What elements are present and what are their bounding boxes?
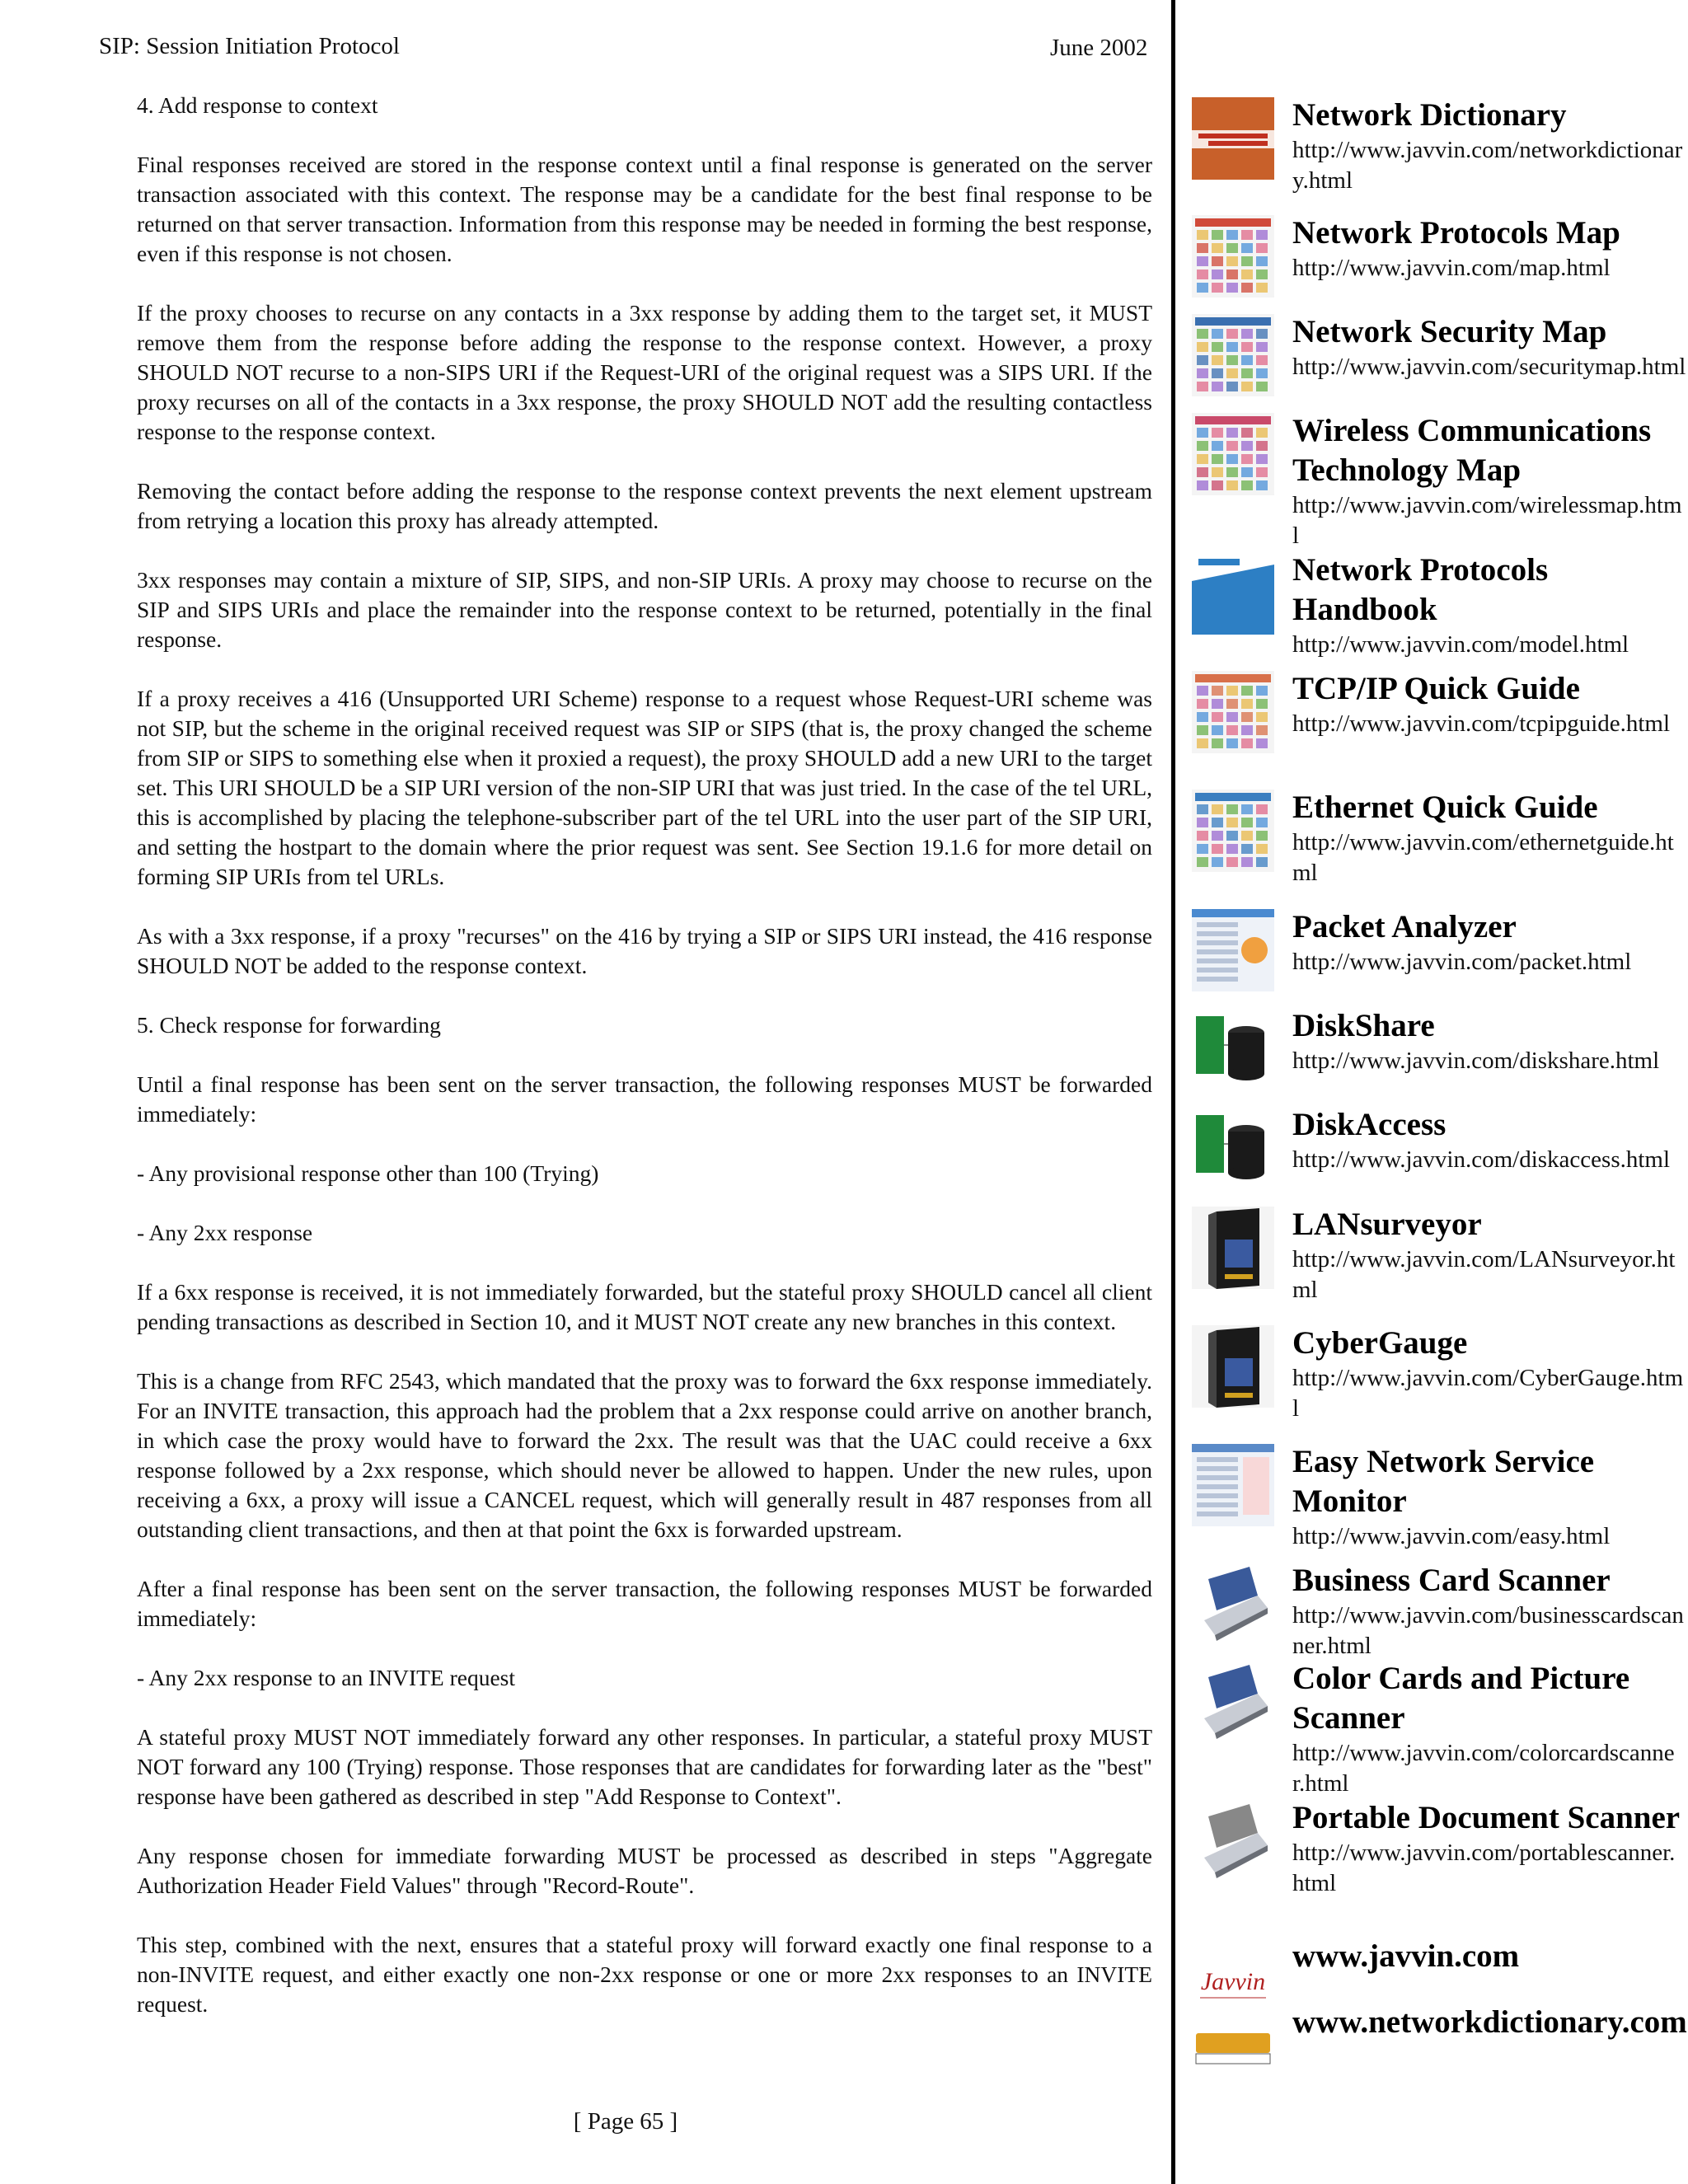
ad-text	[1292, 788, 1686, 888]
diskaccess-icon[interactable]	[1192, 1107, 1274, 1189]
ad-url-link[interactable]: http://www.javvin.com/wirelessmap.html	[1292, 492, 1682, 549]
paragraph: After a final response has been sent on the server transaction, the following responses MUST be forwarded immediately:	[137, 1576, 1152, 1631]
paragraph: As with a 3xx response, if a proxy "recurses" on the 416 by trying a SIP or SIPS URI instead, the 416 response SHOULD NOT be added to the response context.	[137, 923, 1152, 978]
network-dictionary-book-icon[interactable]	[1192, 97, 1274, 180]
ad-url-link[interactable]: http://www.javvin.com/diskaccess.html	[1292, 1146, 1671, 1173]
ad-title-link[interactable]: DiskShare	[1292, 1008, 1435, 1043]
ad-text	[1292, 2003, 1686, 2042]
paragraph: This step, combined with the next, ensures that a stateful proxy will forward exactly one final response to a non-INVITE request, and either exactly one non-2xx response or one or more 2xx responses to an INVITE request.	[137, 1932, 1152, 2017]
ad-title-link[interactable]: Packet Analyzer	[1292, 909, 1517, 944]
security-map-poster-icon[interactable]	[1192, 314, 1274, 396]
step-heading: 4. Add response to context	[137, 92, 378, 118]
ad-text	[1292, 669, 1686, 739]
ad-title-link[interactable]: Network Protocols Map	[1292, 215, 1620, 251]
ad-text	[1292, 1105, 1686, 1175]
document-body	[137, 91, 1152, 2049]
ad-url-link[interactable]: http://www.javvin.com/model.html	[1292, 631, 1629, 658]
ad-url-link[interactable]: http://www.javvin.com/CyberGauge.html	[1292, 1365, 1684, 1422]
ad-text	[1292, 1006, 1686, 1076]
ad-title-link[interactable]: www.networkdictionary.com	[1292, 2004, 1687, 2040]
ad-text	[1292, 1205, 1686, 1305]
step-heading: 5. Check response for forwarding	[137, 1012, 441, 1038]
ad-title-link[interactable]: Network Protocols Handbook	[1292, 552, 1549, 627]
list-item: - Any 2xx response to an INVITE request	[137, 1665, 515, 1690]
ad-title-link[interactable]: Network Security Map	[1292, 314, 1607, 349]
ad-url-link[interactable]: http://www.javvin.com/colorcardscanner.html	[1292, 1740, 1675, 1797]
ad-text	[1292, 213, 1686, 284]
paragraph: 3xx responses may contain a mixture of SIP, SIPS, and non-SIP URIs. A proxy may choose to recurse on the SIP and SIPS URIs and place the remainder into the response context to be returned, potentially in the final response.	[137, 567, 1152, 652]
paragraph: Until a final response has been sent on the server transaction, the following responses MUST be forwarded immediately:	[137, 1071, 1152, 1127]
protocols-map-poster-icon[interactable]	[1192, 215, 1274, 298]
ad-url-link[interactable]: http://www.javvin.com/easy.html	[1292, 1523, 1611, 1549]
ad-url-link[interactable]: http://www.javvin.com/portablescanner.html	[1292, 1840, 1676, 1896]
diskshare-icon[interactable]	[1192, 1008, 1274, 1090]
ad-url-link[interactable]: http://www.javvin.com/diskshare.html	[1292, 1047, 1660, 1074]
ad-text	[1292, 1937, 1686, 1976]
paragraph: If the proxy chooses to recurse on any contacts in a 3xx response by adding them to the target set, it MUST remove them from the response before adding the response to the response context. However, a proxy SHOULD NOT recurse to a non-SIPS URI if the Request-URI of the original request was a SIPS URI. If the proxy recurses on all of the contacts in a 3xx response, the proxy SHOULD NOT add the resulting contactless response to the response context.	[137, 300, 1152, 444]
ad-text	[1292, 551, 1686, 660]
picture-scanner-icon[interactable]	[1192, 1661, 1274, 1743]
ad-title-link[interactable]: TCP/IP Quick Guide	[1292, 671, 1580, 706]
ad-text	[1292, 312, 1686, 382]
ad-title-link[interactable]: Ethernet Quick Guide	[1292, 790, 1598, 825]
ad-url-link[interactable]: http://www.javvin.com/LANsurveyor.html	[1292, 1246, 1676, 1303]
ad-url-link[interactable]: http://www.javvin.com/tcpipguide.html	[1292, 710, 1671, 737]
cybergauge-box-icon[interactable]	[1192, 1325, 1274, 1408]
ad-url-link[interactable]: http://www.javvin.com/ethernetguide.html	[1292, 829, 1674, 886]
ad-title-link[interactable]: Color Cards and Picture Scanner	[1292, 1661, 1630, 1736]
ad-title-link[interactable]: www.javvin.com	[1292, 1938, 1520, 1974]
lansurveyor-box-icon[interactable]	[1192, 1207, 1274, 1289]
list-item: - Any 2xx response	[137, 1220, 313, 1245]
business-card-scanner-icon[interactable]	[1192, 1563, 1274, 1645]
ad-title-link[interactable]: CyberGauge	[1292, 1325, 1468, 1361]
ad-text	[1292, 1659, 1686, 1799]
ad-title-link[interactable]: Easy Network Service Monitor	[1292, 1444, 1595, 1519]
list-item: - Any provisional response other than 100 (Trying)	[137, 1160, 599, 1186]
page-number: [ Page 65 ]	[573, 2108, 678, 2135]
ad-url-link[interactable]: http://www.javvin.com/map.html	[1292, 255, 1611, 281]
ad-text	[1292, 411, 1686, 551]
svg-text:Javvin: Javvin	[1200, 1968, 1266, 1995]
ad-sidebar	[1175, 0, 1688, 2184]
protocols-handbook-icon[interactable]	[1192, 552, 1274, 635]
running-header-title: SIP: Session Initiation Protocol	[99, 33, 400, 59]
ad-text	[1292, 1561, 1686, 1661]
ad-url-link[interactable]: http://www.javvin.com/packet.html	[1292, 949, 1632, 975]
packet-analyzer-screenshot-icon[interactable]	[1192, 909, 1274, 991]
ad-text	[1292, 1798, 1686, 1899]
tcpip-guide-icon[interactable]	[1192, 671, 1274, 753]
ad-text	[1292, 907, 1686, 977]
ad-title-link[interactable]: Wireless Communications Technology Map	[1292, 413, 1652, 488]
running-header-date: June 2002	[1050, 35, 1148, 61]
ad-text	[1292, 1324, 1686, 1424]
network-dictionary-logo-icon[interactable]	[1192, 2004, 1274, 2087]
ad-url-link[interactable]: http://www.javvin.com/networkdictionary.html	[1292, 137, 1683, 194]
ad-title-link[interactable]: Portable Document Scanner	[1292, 1800, 1681, 1835]
ad-url-link[interactable]: http://www.javvin.com/businesscardscanner.html	[1292, 1602, 1684, 1659]
wireless-map-poster-icon[interactable]	[1192, 413, 1274, 495]
paragraph: This is a change from RFC 2543, which mandated that the proxy was to forward the 6xx response immediately. For an INVITE transaction, this approach had the problem that a 2xx response could arrive on another branch, in which case the proxy would have to forward the 2xx. The result was that the UAC could receive a 6xx response followed by a 2xx response, which should never be allowed to happen. Under the new rules, upon receiving a 6xx, a proxy will issue a CANCEL request, which will generally result in 487 responses from all outstanding client transactions, and then at that point the 6xx is forwarded upstream.	[137, 1368, 1152, 1542]
ad-title-link[interactable]: Business Card Scanner	[1292, 1563, 1611, 1598]
ad-title-link[interactable]: DiskAccess	[1292, 1107, 1447, 1142]
paragraph: Final responses received are stored in the response context until a final response is generated on the server transaction associated with this context. The response may be a candidate for the best final response to be returned on that server transaction. Information from this response may be needed in forming the best response, even if this response is not chosen.	[137, 152, 1152, 266]
ad-text	[1292, 96, 1686, 196]
ad-title-link[interactable]: Network Dictionary	[1292, 97, 1567, 133]
ad-url-link[interactable]: http://www.javvin.com/securitymap.html	[1292, 354, 1686, 380]
portable-scanner-icon[interactable]	[1192, 1800, 1274, 1882]
paragraph: Removing the contact before adding the response to the response context prevents the next element upstream from retrying a location this proxy has already attempted.	[137, 478, 1152, 533]
paragraph: If a 6xx response is received, it is not immediately forwarded, but the stateful proxy SHOULD cancel all client pending transactions as described in Section 10, and it MUST NOT create any new branches in this context.	[137, 1279, 1152, 1334]
ethernet-guide-icon[interactable]	[1192, 790, 1274, 872]
service-monitor-screenshot-icon[interactable]	[1192, 1444, 1274, 1526]
paragraph: If a proxy receives a 416 (Unsupported URI Scheme) response to a request whose Request-URI scheme was not SIP, but the scheme in the original received request was SIP or SIPS (that is, the proxy changed the scheme from SIP or SIPS to something else when it proxied a request), the proxy SHOULD add a new URI to the target set. This URI SHOULD be a SIP URI version of the non-SIP URI that was just tried. In the case of the tel URL, this is accomplished by placing the telephone-subscriber part of the tel URL into the user part of the SIP URI, and setting the hostpart to the domain where the prior request was sent. See Section 19.1.6 for more detail on forming SIP URIs from tel URLs.	[137, 686, 1152, 889]
paragraph: A stateful proxy MUST NOT immediately forward any other responses. In particular, a stateful proxy MUST NOT forward any 100 (Trying) response. Those responses that are candidates for forwarding later as the "best" response have been gathered as described in step "Add Response to Context".	[137, 1724, 1152, 1809]
paragraph: Any response chosen for immediate forwarding MUST be processed as described in steps "Aggregate Authorization Header Field Values" through "Record-Route".	[137, 1843, 1152, 1898]
ad-title-link[interactable]: LANsurveyor	[1292, 1207, 1482, 1242]
ad-text	[1292, 1442, 1686, 1552]
